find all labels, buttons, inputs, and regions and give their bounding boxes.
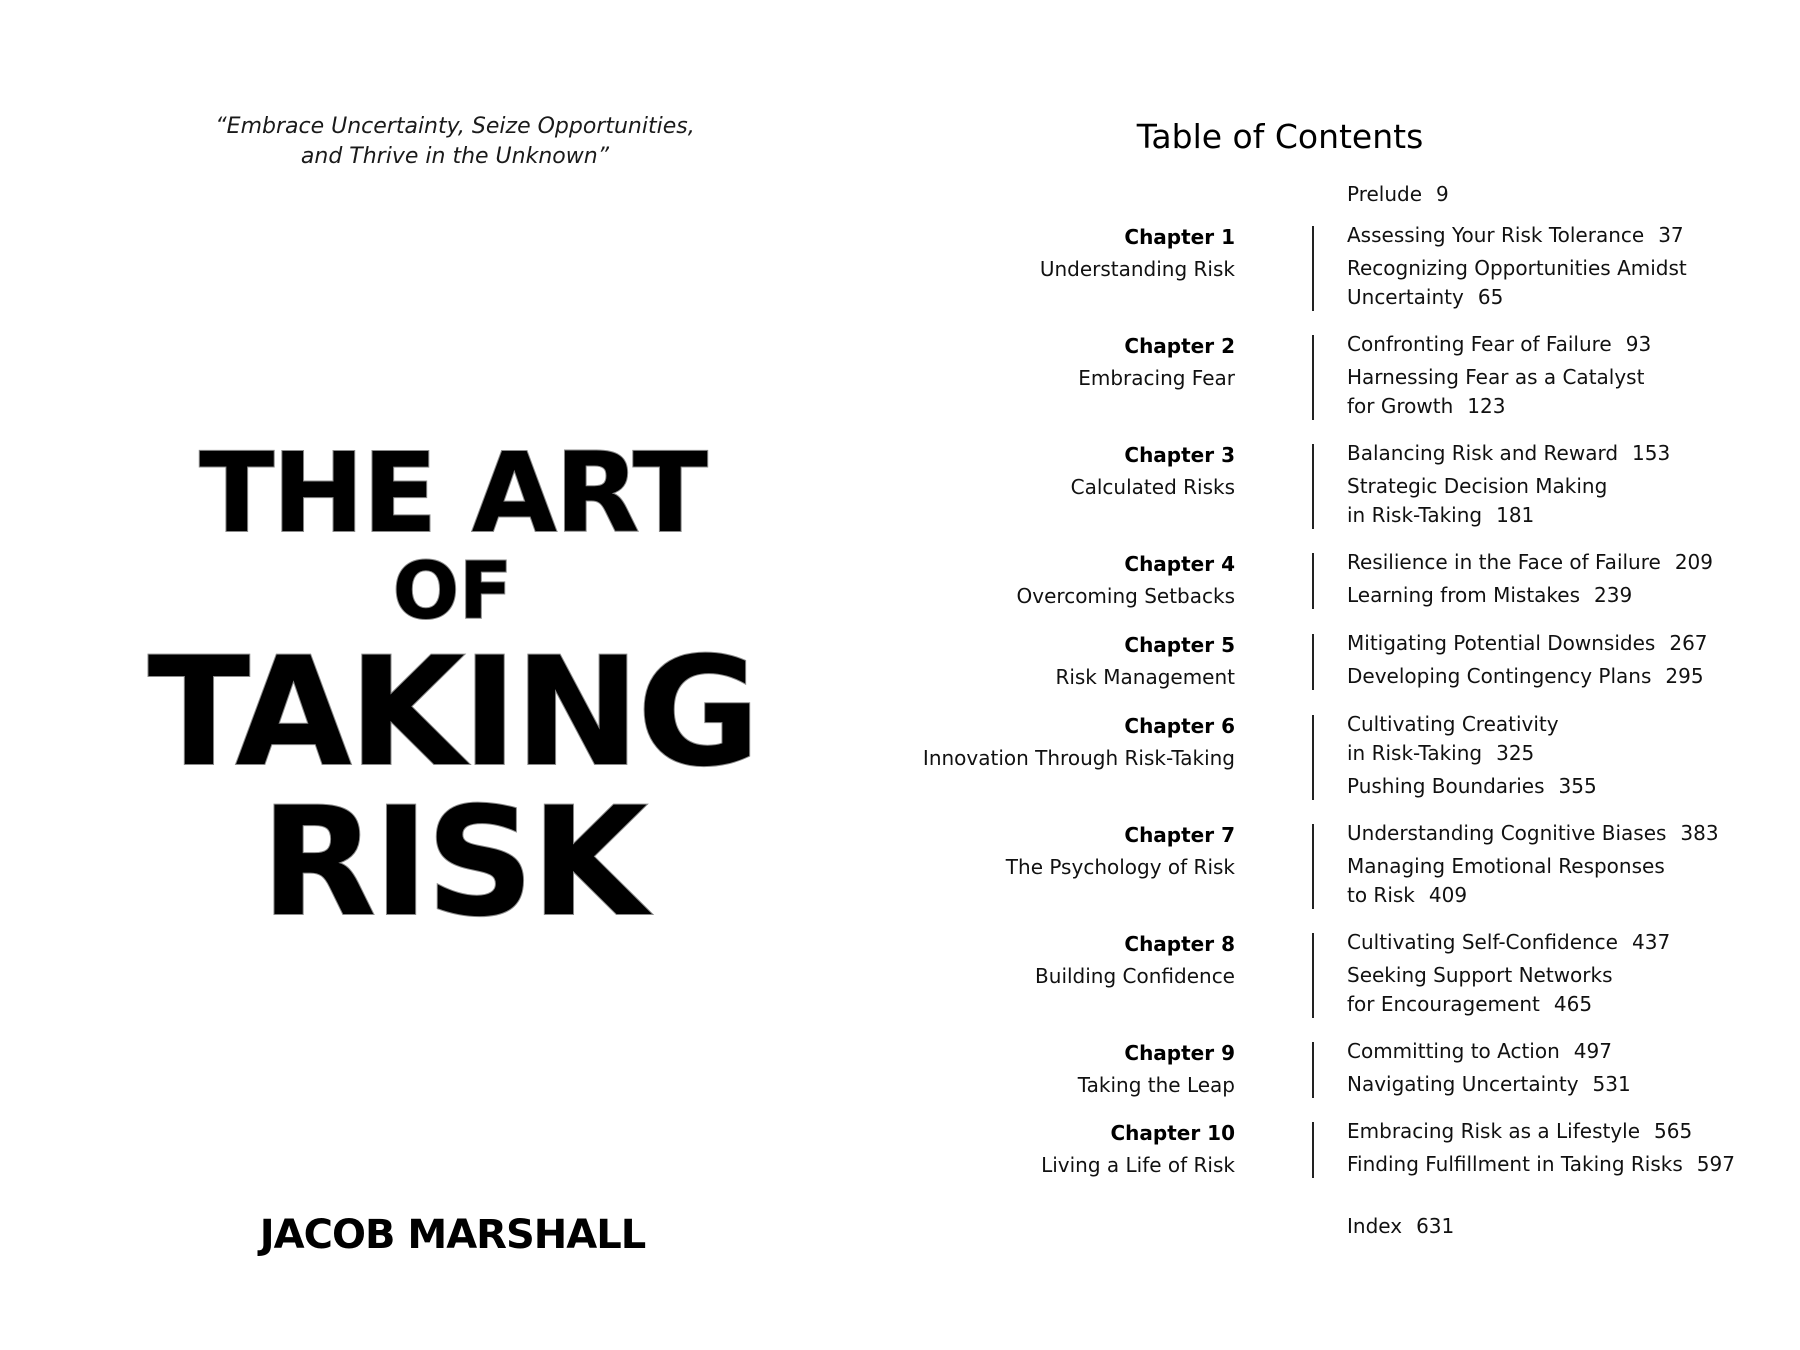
section-page-number: 383 (1680, 821, 1719, 845)
chapter-sections (1347, 819, 1719, 914)
section-title-text: to Risk (1347, 883, 1415, 907)
cover-tagline (130, 112, 780, 172)
section-title-text: Mitigating Potential Downsides (1347, 631, 1656, 655)
chapter-divider-line (1312, 1042, 1314, 1098)
chapter-sections (1347, 1117, 1735, 1183)
index-label: Index (1347, 1214, 1403, 1238)
section-page-number: 437 (1632, 930, 1671, 954)
section-title-text: Uncertainty (1347, 285, 1464, 309)
section-page-number: 565 (1654, 1119, 1693, 1143)
section-title-text: Confronting Fear of Failure (1347, 332, 1612, 356)
chapter-sections (1347, 330, 1651, 425)
section-page-number: 209 (1674, 550, 1714, 574)
section-title-text: Pushing Boundaries (1347, 774, 1545, 798)
index-page-number: 631 (1416, 1214, 1455, 1238)
section-entry (1347, 581, 1713, 610)
section-entry (1347, 548, 1713, 577)
chapter-heading (1017, 548, 1235, 612)
chapter-divider-line (1312, 553, 1314, 609)
section-page-number: 355 (1558, 774, 1597, 798)
section-title-text: in Risk-Taking (1347, 503, 1483, 527)
prelude-label: Prelude (1347, 182, 1423, 206)
section-entry (1347, 1150, 1735, 1179)
section-title-text: Learning from Mistakes (1347, 583, 1581, 607)
section-title-line (1347, 330, 1651, 359)
section-title-line (1347, 990, 1670, 1019)
section-page-number: 409 (1428, 883, 1468, 907)
prelude-page-number: 9 (1436, 182, 1449, 206)
chapter-number: Chapter 2 (1124, 334, 1235, 358)
section-title-line (1347, 392, 1651, 421)
cover-author: JACOB MARSHALL (259, 1212, 646, 1258)
section-title-text: Strategic Decision Making (1347, 474, 1608, 498)
section-page-number: 93 (1625, 332, 1652, 356)
section-title-line (1347, 710, 1597, 739)
chapter-title: Embracing Fear (1078, 366, 1235, 390)
section-title-line (1347, 472, 1670, 501)
cover-title-line: THE ART (199, 429, 706, 557)
section-title-line (1347, 819, 1719, 848)
chapter-title: The Psychology of Risk (1005, 855, 1235, 879)
chapter-number: Chapter 10 (1110, 1121, 1235, 1145)
toc-heading: Table of Contents (1136, 117, 1424, 156)
cover-title-line: TAKING (147, 626, 758, 800)
section-page-number: 295 (1665, 664, 1704, 688)
chapter-heading (1055, 629, 1235, 693)
chapter-sections (1347, 439, 1670, 534)
tagline-line: and Thrive in the Unknown” (300, 144, 610, 169)
chapter-number: Chapter 8 (1124, 932, 1235, 956)
section-title-text: Assessing Your Risk Tolerance (1347, 223, 1645, 247)
chapter-heading (1078, 1037, 1235, 1101)
section-title-text: in Risk-Taking (1347, 741, 1483, 765)
section-title-line (1347, 548, 1713, 577)
chapter-title: Risk Management (1055, 665, 1235, 689)
section-title-text: Committing to Action (1347, 1039, 1560, 1063)
section-page-number: 325 (1496, 741, 1535, 765)
section-title-line (1347, 439, 1670, 468)
section-page-number: 497 (1573, 1039, 1612, 1063)
chapter-divider-line (1312, 933, 1314, 1018)
section-entry (1347, 254, 1687, 312)
chapter-number: Chapter 6 (1124, 714, 1235, 738)
chapter-title: Overcoming Setbacks (1016, 584, 1235, 608)
section-title-line (1347, 1117, 1735, 1146)
section-page-number: 153 (1632, 441, 1671, 465)
section-title-text: Developing Contingency Plans (1347, 664, 1652, 688)
table-of-contents (905, 0, 1800, 1350)
section-entry (1347, 1037, 1631, 1066)
chapter-sections (1347, 928, 1670, 1023)
chapter-sections (1347, 710, 1597, 805)
section-page-number: 37 (1658, 223, 1684, 247)
section-title-line (1347, 928, 1670, 957)
chapter-title: Taking the Leap (1077, 1073, 1235, 1097)
section-title-text: Navigating Uncertainty (1347, 1072, 1579, 1096)
section-title-line (1347, 283, 1687, 312)
chapter-heading (1040, 221, 1235, 285)
section-page-number: 123 (1467, 394, 1506, 418)
cover-title-line: OF (392, 547, 513, 637)
chapter-divider-line (1312, 226, 1314, 311)
section-title-text: Managing Emotional Responses (1347, 854, 1665, 878)
section-title-line (1347, 501, 1670, 530)
section-title-text: Cultivating Creativity (1347, 712, 1559, 736)
chapter-title: Building Confidence (1035, 964, 1235, 988)
section-entry (1347, 710, 1597, 768)
section-page-number: 465 (1553, 992, 1593, 1016)
chapter-title: Understanding Risk (1039, 257, 1235, 281)
tagline-line: “Embrace Uncertainty, Seize Opportunities, (215, 114, 695, 139)
chapter-divider-line (1312, 1122, 1314, 1178)
chapter-sections (1347, 548, 1713, 614)
chapter-number: Chapter 1 (1124, 225, 1235, 249)
section-title-text: for Growth (1347, 394, 1454, 418)
chapter-heading (1078, 330, 1235, 394)
section-title-text: Cultivating Self-Confidence (1347, 930, 1618, 954)
section-title-line (1347, 254, 1687, 283)
toc-index-entry (1347, 1212, 1454, 1241)
section-title-text: Embracing Risk as a Lifestyle (1347, 1119, 1641, 1143)
chapter-divider-line (1312, 444, 1314, 529)
section-title-text: Balancing Risk and Reward (1347, 441, 1619, 465)
section-entry (1347, 961, 1670, 1019)
chapter-number: Chapter 3 (1124, 443, 1235, 467)
section-title-text: Finding Fulfillment in Taking Risks (1347, 1152, 1683, 1176)
section-page-number: 597 (1696, 1152, 1735, 1176)
section-title-line (1347, 1150, 1735, 1179)
section-page-number: 239 (1594, 583, 1633, 607)
section-title-line (1347, 629, 1708, 658)
chapter-sections (1347, 221, 1687, 316)
section-page-number: 181 (1496, 503, 1535, 527)
section-title-text: Understanding Cognitive Biases (1347, 821, 1667, 845)
chapter-divider-line (1312, 824, 1314, 909)
section-title-line (1347, 363, 1651, 392)
section-title-line (1347, 881, 1719, 910)
section-title-line (1347, 852, 1719, 881)
toc-prelude-entry (1347, 180, 1449, 209)
chapter-heading (1035, 928, 1235, 992)
chapter-sections (1347, 1037, 1631, 1103)
section-entry (1347, 629, 1708, 658)
section-entry (1347, 852, 1719, 910)
section-entry (1347, 1070, 1631, 1099)
section-page-number: 65 (1477, 285, 1504, 309)
chapter-heading (923, 710, 1235, 774)
chapter-title: Living a Life of Risk (1041, 1153, 1235, 1177)
chapter-heading (1041, 1117, 1235, 1181)
chapter-number: Chapter 5 (1124, 633, 1235, 657)
section-entry (1347, 439, 1670, 468)
chapter-title: Calculated Risks (1070, 475, 1235, 499)
section-title-line (1347, 961, 1670, 990)
chapter-heading (1006, 819, 1235, 883)
section-title-line (1347, 1070, 1631, 1099)
chapter-number: Chapter 9 (1124, 1041, 1235, 1065)
chapter-heading (1071, 439, 1235, 503)
section-title-line (1347, 739, 1597, 768)
section-entry (1347, 363, 1651, 421)
section-title-text: for Encouragement (1347, 992, 1540, 1016)
section-entry (1347, 221, 1687, 250)
section-title-line (1347, 1037, 1631, 1066)
section-title-text: Harnessing Fear as a Catalyst (1347, 365, 1645, 389)
chapter-title: Innovation Through Risk-Taking (922, 746, 1235, 770)
section-entry (1347, 472, 1670, 530)
section-title-text: Seeking Support Networks (1347, 963, 1613, 987)
chapter-number: Chapter 7 (1124, 823, 1235, 847)
section-title-line (1347, 772, 1597, 801)
chapter-divider-line (1312, 715, 1314, 800)
section-entry (1347, 819, 1719, 848)
section-title-text: Resilience in the Face of Failure (1347, 550, 1661, 574)
section-title-line (1347, 221, 1687, 250)
section-entry (1347, 928, 1670, 957)
section-title-line (1347, 662, 1708, 691)
section-title-text: Recognizing Opportunities Amidst (1347, 256, 1687, 280)
section-title-line (1347, 581, 1713, 610)
cover-title-line: RISK (260, 776, 645, 950)
chapter-divider-line (1312, 335, 1314, 420)
chapter-divider-line (1312, 634, 1314, 690)
chapter-number: Chapter 4 (1124, 552, 1235, 576)
chapter-sections (1347, 629, 1708, 695)
section-entry (1347, 662, 1708, 691)
section-page-number: 531 (1592, 1072, 1631, 1096)
section-entry (1347, 772, 1597, 801)
section-page-number: 267 (1669, 631, 1708, 655)
section-entry (1347, 1117, 1735, 1146)
section-entry (1347, 330, 1651, 359)
